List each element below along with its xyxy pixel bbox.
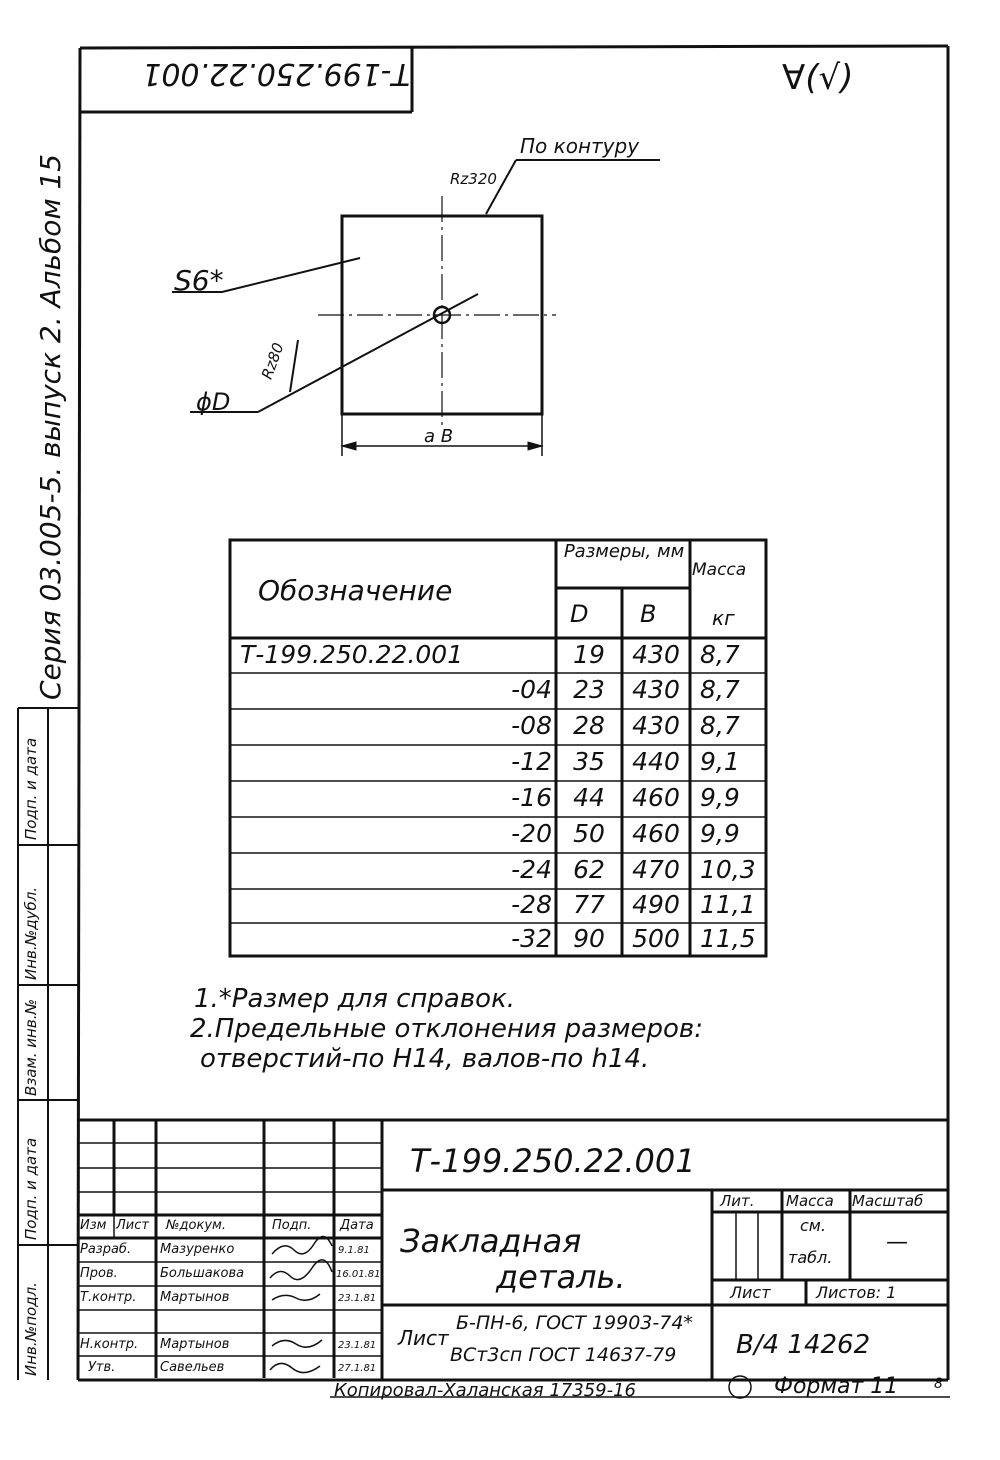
row-mass: 9,9 (700, 819, 740, 848)
role-tech-control: Т.контр. (80, 1290, 137, 1305)
table-row (230, 745, 766, 781)
table-row (230, 709, 766, 745)
col-data: Дата (340, 1218, 374, 1233)
side-column-5: Подп. и дата (22, 737, 40, 840)
table-row (230, 673, 766, 709)
row-mass: 11,1 (700, 890, 756, 919)
material-line2: ВСт3сп ГОСТ 14637-79 (450, 1344, 677, 1366)
approver-date: 27.1.81 (338, 1363, 377, 1374)
scale-label: Масштаб (852, 1192, 924, 1210)
side-column-1: Инв.№подл. (22, 1282, 40, 1376)
table-row (230, 923, 766, 956)
roughness-sign: ∀(√) (782, 58, 854, 98)
table-row (230, 817, 766, 853)
table-row (230, 781, 766, 817)
lit-label: Лит. (720, 1192, 755, 1210)
contour-label: По контуру (520, 134, 640, 158)
row-d: 19 (573, 640, 605, 669)
title-doc-code: Т-199.250.22.001 (410, 1142, 696, 1180)
sheet-label: Лист (730, 1283, 771, 1302)
row-d: 50 (573, 819, 605, 848)
material-line1: Б-ПН-6, ГОСТ 19903-74* (456, 1312, 693, 1334)
material-prefix: Лист (398, 1326, 449, 1350)
scale-value: — (886, 1230, 908, 1255)
developer-date: 9.1.81 (338, 1245, 370, 1256)
table-header-mass: Масса (692, 560, 747, 580)
col-podp: Подп. (272, 1218, 312, 1233)
table-header-d: D (570, 600, 589, 628)
series-label: Серия 03.005-5. выпуск 2. Альбом 15 (34, 153, 67, 700)
role-norm-control: Н.контр. (80, 1337, 139, 1352)
table-row (230, 638, 766, 673)
row-b: 460 (632, 783, 680, 812)
table-row (230, 853, 766, 889)
table-header-dims: Размеры, мм (563, 541, 685, 562)
norm-control-date: 23.1.81 (338, 1340, 377, 1351)
row-mass: 8,7 (700, 711, 740, 740)
rz-hole-label: Rz80 (257, 340, 288, 382)
row-d: 44 (573, 783, 605, 812)
table-header-mass-unit: кг (712, 606, 735, 630)
row-b: 500 (632, 924, 680, 953)
note-2: 2.Предельные отклонения размеров: (190, 1014, 704, 1044)
row-designation: -20 (511, 819, 552, 848)
row-b: 470 (632, 855, 680, 884)
rz-outer-label: Rz320 (450, 170, 497, 188)
organization-code: В/4 14262 (736, 1330, 871, 1360)
row-mass: 11,5 (700, 924, 756, 953)
thickness-label: S6* (174, 264, 224, 297)
document-code-top: Т-199.250.22.001 (142, 56, 410, 91)
mass-value-2: табл. (788, 1248, 833, 1267)
row-designation: -32 (511, 924, 552, 953)
part-name-line2: деталь. (496, 1258, 626, 1296)
row-d: 28 (573, 711, 605, 740)
hole-diameter-label: ϕD (196, 388, 231, 416)
row-designation: -28 (511, 890, 552, 919)
copied-by: Копировал-Халанская 17359-16 (334, 1380, 637, 1401)
role-developer: Разраб. (80, 1242, 132, 1257)
col-izm: Изм (80, 1218, 107, 1233)
row-designation: -12 (511, 747, 552, 776)
checker-name: Большакова (160, 1266, 245, 1281)
role-checker: Пров. (80, 1266, 118, 1281)
row-d: 23 (573, 675, 605, 704)
row-b: 490 (632, 890, 680, 919)
side-column-2: Подп. и дата (22, 1137, 40, 1240)
table-header-name: Обозначение (258, 574, 453, 607)
mass-label: Масса (786, 1192, 834, 1210)
part-name-line1: Закладная (400, 1222, 582, 1260)
format-suffix: 8 (934, 1376, 943, 1392)
row-designation: -16 (511, 783, 552, 812)
tech-control-date: 23.1.81 (338, 1293, 377, 1304)
row-mass: 10,3 (700, 855, 756, 884)
checker-date: 16.01.81 (336, 1269, 381, 1280)
note-1: 1.*Размер для справок. (194, 984, 516, 1014)
row-designation: Т-199.250.22.001 (240, 640, 464, 669)
note-3: отверстий-по H14, валов-по h14. (200, 1044, 650, 1074)
row-d: 77 (573, 890, 605, 919)
mass-value-1: см. (800, 1216, 826, 1235)
row-d: 62 (573, 855, 605, 884)
row-designation: -24 (511, 855, 552, 884)
row-mass: 9,1 (700, 747, 740, 776)
format-label: Формат 11 (774, 1374, 899, 1399)
row-d: 35 (573, 747, 605, 776)
role-approver: Утв. (88, 1360, 116, 1375)
width-dimension-label: a B (424, 426, 454, 447)
row-designation: -08 (511, 711, 552, 740)
row-b: 460 (632, 819, 680, 848)
side-column-4: Инв.№дубл. (22, 886, 40, 980)
norm-control-name: Мартынов (160, 1337, 230, 1352)
row-mass: 8,7 (700, 640, 740, 669)
row-mass: 8,7 (700, 675, 740, 704)
table-header-b: B (640, 600, 657, 628)
sheets-label: Листов: 1 (816, 1283, 897, 1302)
row-b: 430 (632, 711, 680, 740)
row-mass: 9,9 (700, 783, 740, 812)
row-b: 430 (632, 675, 680, 704)
side-column-3: Взам. инв.№ (22, 998, 40, 1096)
table-row (230, 889, 766, 923)
row-b: 440 (632, 747, 680, 776)
approver-name: Савельев (160, 1360, 225, 1375)
row-designation: -04 (511, 675, 552, 704)
tech-control-name: Мартынов (160, 1290, 230, 1305)
row-d: 90 (573, 924, 605, 953)
col-doc: №докум. (166, 1218, 226, 1233)
developer-name: Мазуренко (160, 1242, 235, 1257)
row-b: 430 (632, 640, 680, 669)
col-list: Лист (116, 1218, 149, 1233)
